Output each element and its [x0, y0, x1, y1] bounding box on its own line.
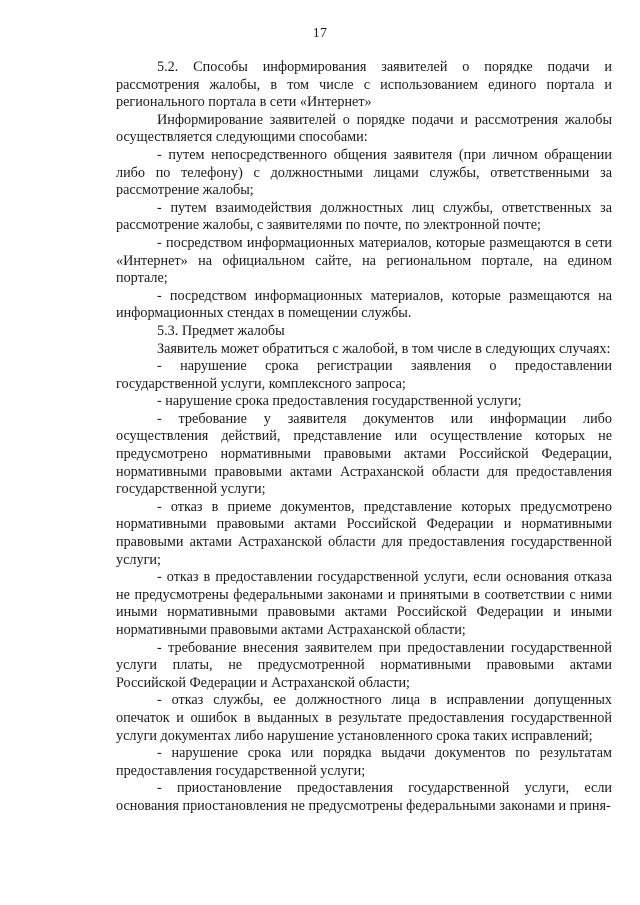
section-5-2-heading: 5.2. Способы информирования заявителей о порядке подачи и рассмотрения жалобы, в том числе с использованием единого портала и регионального портала в сети «Интернет» — [116, 59, 612, 111]
section-5-2 — [116, 59, 612, 323]
list-item: - приостановление предоставления государственной услуги, если основания приостановления не предусмотрены федеральными законами и приня- — [116, 780, 612, 814]
list-item: - отказ в предоставлении государственной услуги, если основания отказа не предусмотрены федеральными законами и принятыми в соответствии с ними иными нормативными правовыми актами Российской Федерации и иными нормативными правовыми актами Астраханской области; — [116, 569, 612, 638]
section-5-3-heading: 5.3. Предмет жалобы — [157, 322, 285, 339]
list-item: - посредством информационных материалов, которые размещаются в сети «Интернет» на официальном сайте, на региональном портале, на едином портале; — [116, 234, 612, 287]
list-item: - посредством информационных материалов, которые размещаются на информационных стендах в помещении службы. — [116, 287, 612, 322]
list-item: - нарушение срока или порядка выдачи документов по результатам предоставления государственной услуги; — [116, 745, 612, 779]
list-item: - нарушение срока регистрации заявления о предоставлении государственной услуги, комплексного запроса; — [116, 358, 612, 392]
document-body — [116, 59, 612, 816]
section-5-3 — [116, 323, 612, 816]
list-item: - отказ службы, ее должностного лица в исправлении допущенных опечаток и ошибок в выданных в результате предоставления государственной услуги документах либо нарушение установленного срока таких исправлений; — [116, 692, 612, 744]
list-item: - путем непосредственного общения заявителя (при личном обращении либо по телефону) с должностными лицами службы, ответственными за рассмотрение жалобы; — [116, 146, 612, 199]
list-item: - требование внесения заявителем при предоставлении государственной услуги платы, не предусмотренной нормативными правовыми актами Российской Федерации и Астраханской области; — [116, 639, 612, 691]
list-item: - путем взаимодействия должностных лиц службы, ответственных за рассмотрение жалобы, с заявителями по почте, по электронной почте; — [116, 199, 612, 234]
list-item: - нарушение срока предоставления государственной услуги; — [157, 393, 522, 410]
section-5-3-intro: Заявитель может обратиться с жалобой, в том числе в следующих случаях: — [157, 340, 611, 357]
list-item: - отказ в приеме документов, представление которых предусмотрено нормативными правовыми актами Российской Федерации и нормативными правовыми актами Астраханской области для предоставления государственной услуги; — [116, 498, 612, 568]
list-item: - требование у заявителя документов или информации либо осуществления действий, представление или осуществление которых не предусмотрено нормативными правовыми актами Российской Федерации, нормативными правовыми актами Астраханской области для предоставления государственной услуги; — [116, 410, 612, 498]
section-5-2-intro: Информирование заявителей о порядке подачи и рассмотрения жалобы осуществляется следующими способами: — [116, 111, 612, 146]
page-number: 17 — [312, 26, 328, 41]
